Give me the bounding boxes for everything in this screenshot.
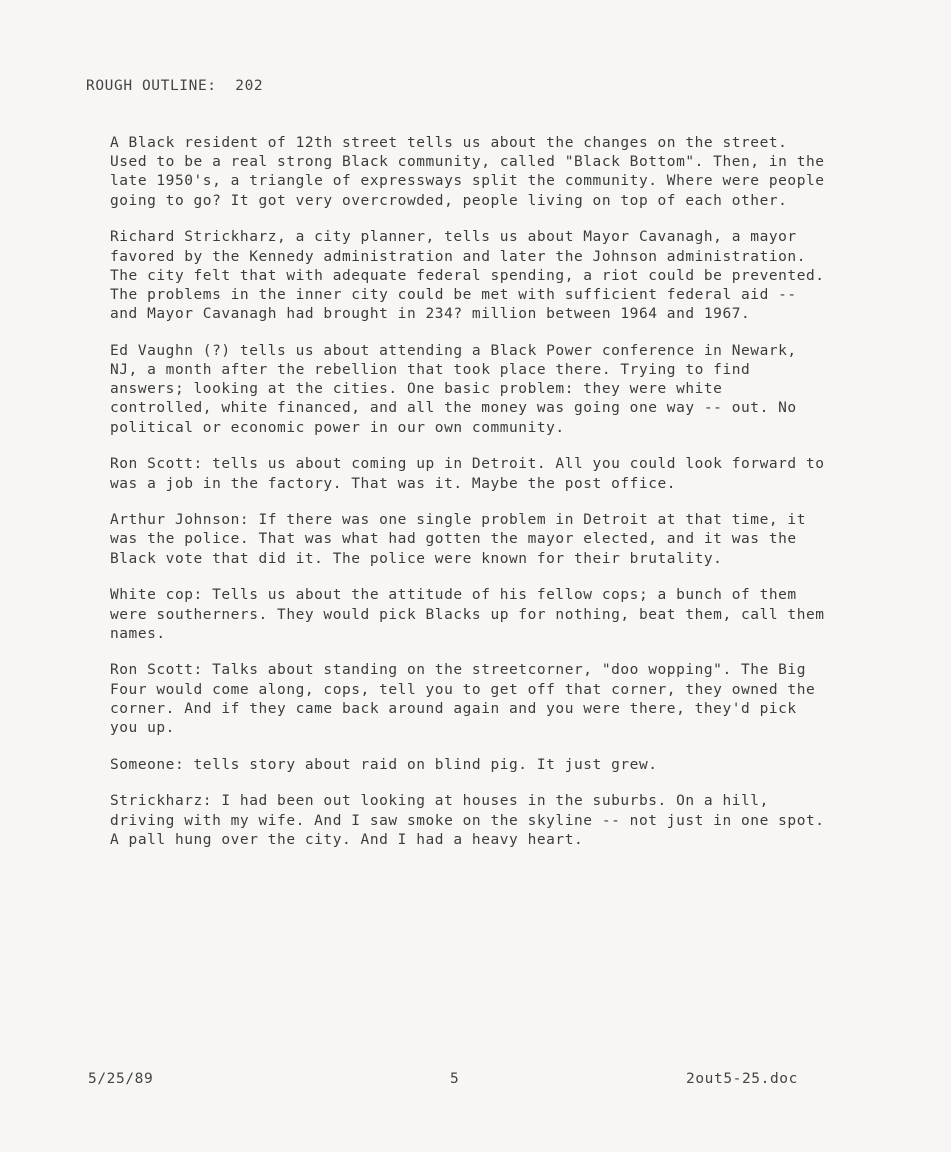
outline-body [110, 134, 830, 868]
paragraph-ed-vaughn: Ed Vaughn (?) tells us about attending a Black Power conference in Newark, NJ, a month after the rebellion that took place there. Trying to find answers; looking at the cities. One basic problem: they were white controlled, white financed, and all the money was going one way -- out. No political or economic power in our own community. [110, 342, 797, 436]
paragraph-ron-scott-streetcorner: Ron Scott: Talks about standing on the streetcorner, "doo wopping". The Big Four would come along, cops, tell you to get off that corner, they owned the corner. And if they came back around again and you were there, they'd pick you up. [110, 662, 816, 737]
footer-page-number: 5 [450, 1071, 460, 1087]
paragraph-arthur-johnson: Arthur Johnson: If there was one single problem in Detroit at that time, it was the police. That was what had gotten the mayor elected, and it was the Black vote that did it. The police were known for their brutality. [110, 512, 806, 567]
footer-date: 5/25/89 [88, 1071, 154, 1087]
footer-filename: 2out5-25.doc [686, 1071, 798, 1087]
paragraph-white-cop: White cop: Tells us about the attitude of his fellow cops; a bunch of them were southerners. They would pick Blacks up for nothing, beat them, call them names. [110, 587, 825, 642]
paragraph-someone-blind-pig: Someone: tells story about raid on blind pig. It just grew. [110, 756, 658, 773]
paragraph-strickharz-suburbs: Strickharz: I had been out looking at houses in the suburbs. On a hill, driving with my wife. And I saw smoke on the skyline -- not just in one spot. A pall hung over the city. And I had a heavy heart. [110, 793, 825, 848]
paragraph-black-resident: A Black resident of 12th street tells us about the changes on the street. Used to be a real strong Black community, called "Black Bottom". Then, in the late 1950's, a triangle of expressways split the community. Where were people going to go? It got very overcrowded, people living on top of each other. [110, 135, 825, 209]
outline-title: ROUGH OUTLINE: 202 [86, 78, 264, 94]
paragraph-ron-scott-detroit: Ron Scott: tells us about coming up in Detroit. All you could look forward to was a job in the factory. That was it. Maybe the post office. [110, 456, 825, 492]
paragraph-strickharz-planner: Richard Strickharz, a city planner, tells us about Mayor Cavanagh, a mayor favored by the Kennedy administration and later the Johnson administration. The city felt that with adequate federal spending, a riot could be prevented. The problems in the inner city could be met with sufficient federal aid -- and Mayor Cavanagh had brought in 234? million between 1964 and 1967. [110, 229, 825, 323]
